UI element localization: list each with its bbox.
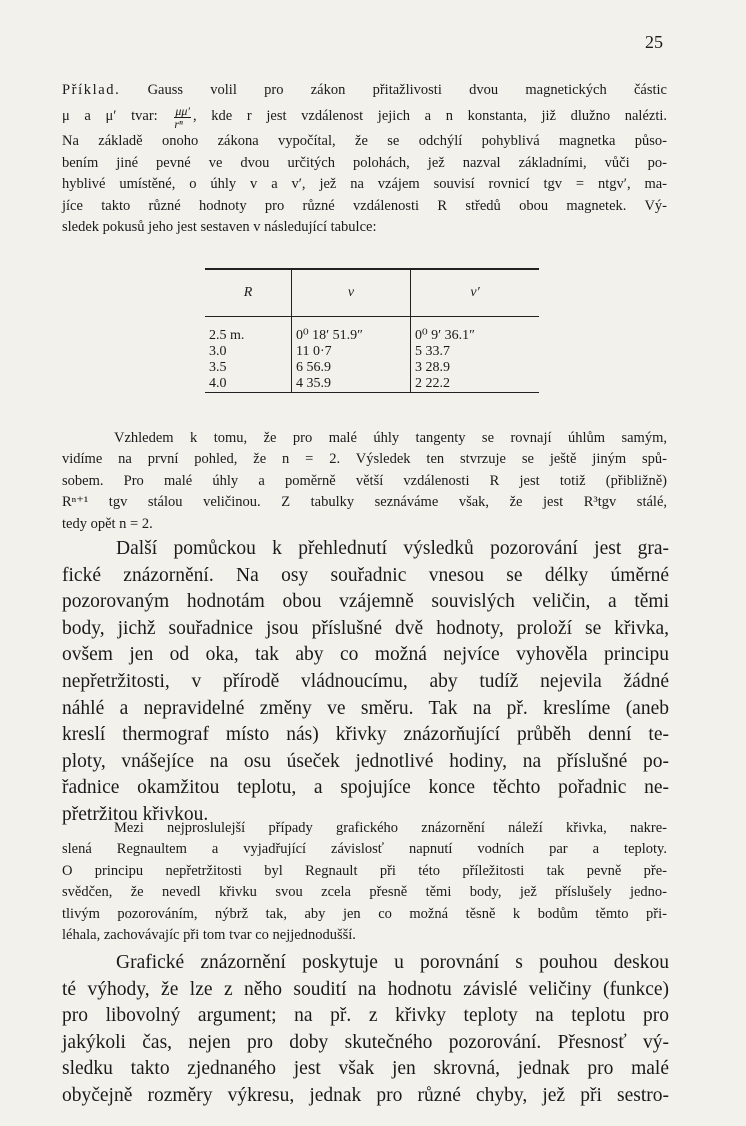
example-line: bením jiné pevné ve dvou určitých polohách, jež nazval základními, vůči po- [62, 154, 667, 171]
body-line: ovšem jen od oka, tak aby co možná nejvíce vyhověla principu [62, 644, 669, 666]
body-line: sledku takto zjednaného jest však jen skrovná, jednak pro malé [62, 1058, 669, 1080]
body-line: kreslí thermograf místo nás) křivky znázorňující průběh denní te- [62, 724, 669, 746]
example-line: hyblivé umístěné, o úhly v a v′, jež na vzájem souvisí rovnicí tgv = ntgv′, ma- [62, 176, 667, 193]
body-line: řadnice okamžitou teplotu, a spojujíce konce těchto pořadnic ne- [62, 777, 669, 799]
table-cell: 2.5 m. [205, 327, 292, 344]
page-number: 25 [645, 32, 663, 52]
measurement-table [205, 268, 539, 393]
example-line-1: Příklad. Gauss volil pro zákon přitažlivosti dvou magnetických částic [62, 82, 667, 98]
table-cell: 3.0 [205, 344, 292, 360]
table-cell: 2 22.2 [411, 376, 540, 393]
body-line: přetržitou křivkou. [62, 803, 209, 825]
example-line-2: μ a μ′ tvar: $\frac{\mu\mu'}{\text{rⁿ}}$ , kde r jest vzdálenost jejich a n konstanta, již dlužno nalézti. [62, 103, 668, 131]
formula-fraction: $\frac{\mu\mu'}{\text{rⁿ}}$ [174, 103, 191, 131]
body-line: náhlé a nepravidelné změny ve směru. Tak na př. kreslíme (aneb [62, 697, 669, 719]
example-paragraph [62, 80, 667, 238]
table-header: R [205, 269, 292, 317]
body-line: Grafické znázornění poskytuje u porovnání s pouhou deskou [116, 952, 669, 973]
body-line: body, jichž souřadnice jsou příslušné dvě hodnoty, proloží se křivka, [62, 617, 669, 639]
body-line: pozorovaným hodnotám obou vzájemně souvislých veličin, a těmi [62, 591, 669, 613]
table-cell: 0⁰ 9′ 36.1″ [415, 328, 476, 343]
example-line: Na základě onoho zákona vypočítal, že se odchýlí pohyblivá magnetka půso- [62, 133, 667, 150]
analysis-line: Rⁿ⁺¹ tgv stálou veličinou. Z tabulky seznáváme však, že jest R³tgv stálé, [62, 494, 667, 511]
table-cell: 3 28.9 [415, 360, 450, 375]
graphic-paragraph [62, 536, 669, 829]
analysis-line: sobem. Pro malé úhly a poměrně větší vzdálenosti R jest totiž (přibližně) [62, 472, 667, 489]
note-line: Mezi nejproslulejší případy grafického znázornění náleží křivka, nakre- [114, 820, 667, 836]
table-cell: 4 35.9 [292, 376, 411, 393]
table-header: v′ [411, 269, 540, 317]
body-line: nepřetržitosti, v přírodě vládnoucímu, aby tudíž nejevila žádné [62, 670, 669, 692]
body-line: té výhody, že lze z něho soudití na hodnotu závislé veličiny (funkce) [62, 978, 669, 1000]
analysis-line: vidíme na první pohled, že n = 2. Výsledek ten stvrzuje se ještě jiným spů- [62, 451, 667, 468]
note-line: svědčen, že nevedl křivku svou zcela přesně těmi body, jež příslušely jedno- [62, 884, 667, 901]
table-row [205, 344, 539, 360]
body-line: jakýkoli čas, nejen pro doby skutečného pozorování. Přesnosť vý- [62, 1031, 669, 1053]
analysis-paragraph [62, 428, 667, 535]
final-paragraph [62, 950, 669, 1110]
table-cell: 0⁰ 18′ 51.9″ [292, 327, 411, 344]
body-line: obyčejně rozměry výkresu, jednak pro různé chyby, jež při sestro- [62, 1084, 669, 1106]
regnault-paragraph [62, 818, 667, 946]
body-line: pro libovolný argument; na př. z křivky teploty na teplotu pro [62, 1005, 669, 1027]
table-cell: 5 33.7 [415, 344, 450, 359]
example-line: sledek pokusů jeho jest sestaven v následující tabulce: [62, 219, 377, 236]
analysis-line: tedy opět n = 2. [62, 515, 153, 532]
table-row [205, 327, 539, 344]
table-header-row [205, 269, 539, 317]
example-line: jíce takto různé hodnoty pro různé vzdálenosti R středů obou magnetek. Vý- [62, 197, 667, 214]
table-row [205, 360, 539, 376]
body-line: Další pomůckou k přehlednutí výsledků pozorování jest gra- [116, 538, 669, 559]
body-line: fické znázornění. Na osy souřadnic vnesou se délky úměrné [62, 564, 669, 586]
note-line: O principu nepřetržitosti byl Regnault při této příležitosti tak pevně pře- [62, 862, 667, 879]
note-line: léhala, zachovávajíc při tom tvar co nejjednodušší. [62, 927, 356, 944]
table-cell: 6 56.9 [292, 360, 411, 376]
note-line: slená Regnaultem a vyjadřující závislosť napnutí vodních par a teploty. [62, 841, 667, 858]
table-cell: 3.5 [205, 360, 292, 376]
body-line: ploty, vnášejíce na osu úseček jednotlivé hodiny, na příslušné po- [62, 750, 669, 772]
example-heading: Příklad. [62, 82, 121, 98]
table-header: v [292, 269, 411, 317]
note-line: tlivým pozorováním, nýbrž tak, aby jen co možná těsně k bodům těmto při- [62, 905, 667, 922]
analysis-line: Vzhledem k tomu, že pro malé úhly tangenty se rovnají úhlům samým, [114, 430, 667, 446]
table-cell: 4.0 [205, 376, 292, 393]
table-row [205, 376, 539, 393]
table-cell: 11 0·7 [292, 344, 411, 360]
